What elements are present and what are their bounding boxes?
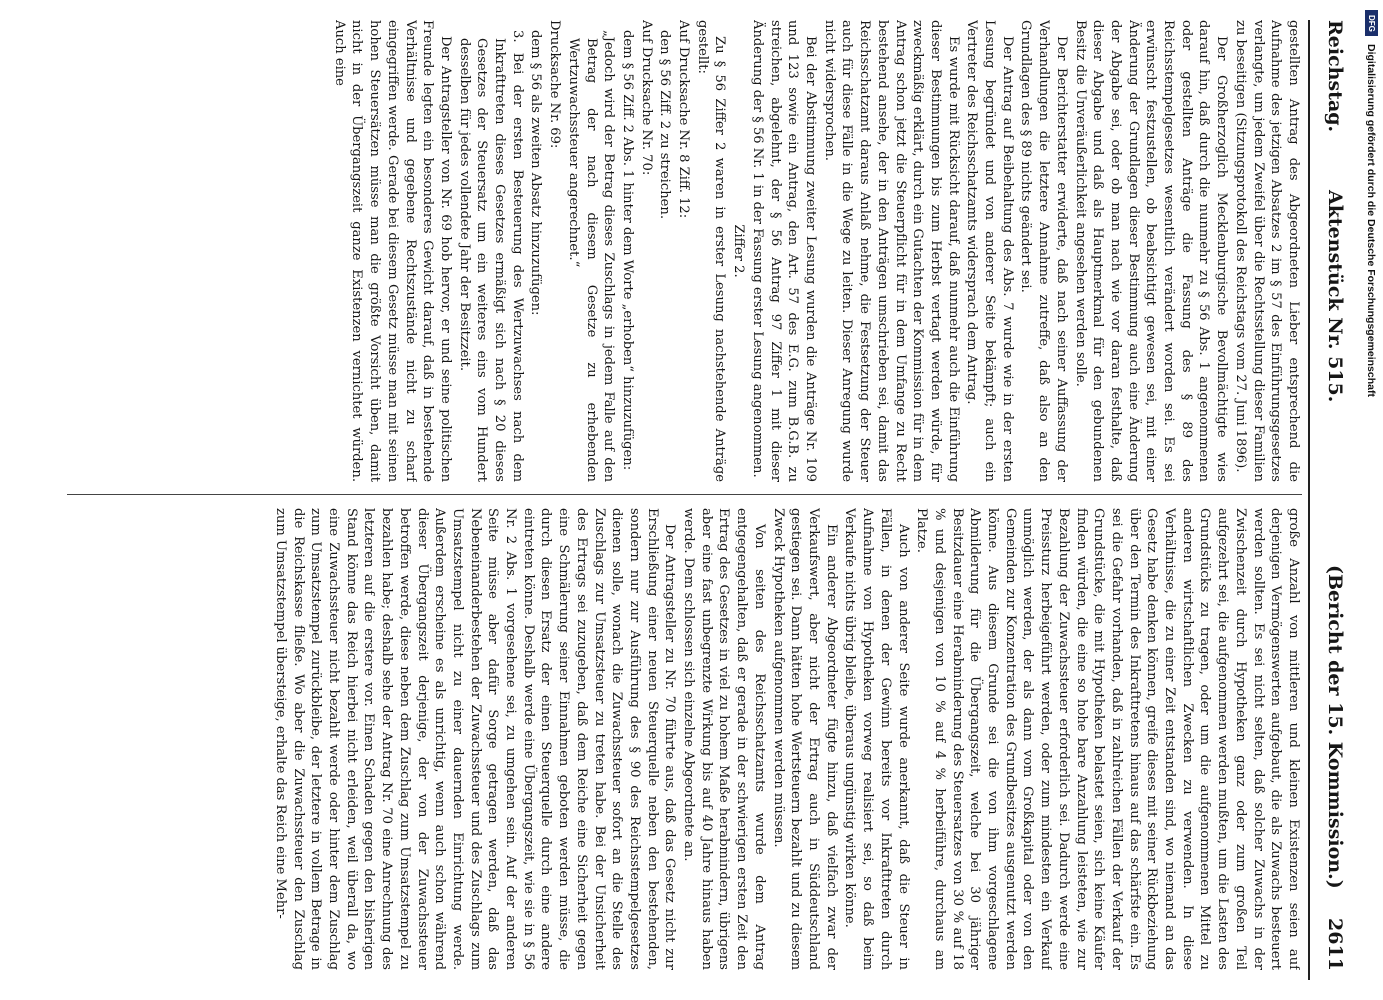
paragraph: Bei der Abstimmung zweiter Lesung wurden die Anträge Nr. 109 und 123 sowie ein Antrag, den Art. 57 des E.G. zum B.G.B. zu streichen, abgelehnt, der § 56 Antrag 97 Ziffer 1 mit dieser Änderung der § 56 Nr. 1 in der Fassung erster Lesung angenommen.: [749, 20, 819, 482]
motion-quote: 3. Bei der ersten Besteuerung des Wertzuwachses nach dem Inkrafttreten dieses Gesetzes ermäßigt sich nach § 20 dieses Gesetzes der Steuersatz um ein weiteres eins vom Hundert desselben für jedes vollendete Jahr der Besitzzeit.: [456, 30, 525, 482]
header-report-title: (Bericht der 15. Kommission.): [1324, 565, 1346, 889]
page-number: 2611: [1324, 918, 1346, 971]
motion-text: dem § 56 als zweiten Absatz hinzuzufügen:: [528, 30, 544, 316]
left-column: [62, 20, 1302, 482]
digitization-note: Digitalisierung gefördert durch die Deutsche Forschungsgemeinschaft: [1365, 44, 1377, 397]
paragraph: Der Berichterstatter erwiderte, daß nach seiner Auffassung der Verhandlungen die letztere Annahme zutreffe, daß also an den Grundlagen des § 89 nichts geändert sei.: [1018, 20, 1069, 482]
header-rule: [1308, 20, 1310, 980]
right-column: [62, 508, 1302, 970]
motion-label: Drucksache Nr. 69:: [547, 20, 563, 149]
dfg-logo: DFG: [1365, 10, 1378, 36]
rotated-page-content: [62, 20, 1352, 980]
paragraph: Zu § 56 Ziffer 2 waren in erster Lesung nachstehende Anträge gestellt:: [694, 20, 728, 482]
paragraph: große Anzahl von mittleren und kleinen Existenzen seien auf derjenigen Vermögenswerten aufgebaut, die als Zuwachs besteuert werden sollten. Es sei nicht selten, daß solcher Zuwachs in der Zwischenzeit durch Hypotheken ganz oder zum großen Teil aufgezehrt sei, die aufgenommen werden mußten, um die Lasten des Grundstücks zu tragen, oder um die aufgenommenen Mittel zu anderen wirtschaftlichen Zwecken zu verwenden. In diese Verhältnisse, die zu einer Zeit entstanden sind, wo niemand an das Gesetz habe denken können, greife dieses mit seiner Rückbeziehung über den Termin des Inkrafttretens hinaus auf das schärfste ein. Es sei die Gefahr vorhanden, daß in zahlreichen Fällen der Verkauf der Grundstücke, die mit Hypotheken belastet seien, sich keine Käufer finden würden, die eine so hohe bare Anzahlung leisteten, wie zur Bezahlung der Zuwachssteuer erforderlich sei. Dadurch werde eine Preissturz herbeigeführt werden, oder zum mindesten ein Verkauf unmöglich werden, der als dann vom Großkapital oder von den Gemeinden zur Konzentration des Grundbesitzes ausgenutzt werden könne. Aus diesem Grunde sei die von ihm vorgeschlagene Abmilderung für die Übergangszeit, welche bei 30 jähriger Besitzdauer eine Herabminderung des Steuersatzes von 30 % auf 18 % und desjenigen von 10 % auf 4 % herbeiführe, durchaus am Platze.: [914, 508, 1301, 970]
paragraph: Ein anderer Abgeordneter fügte hinzu, daß vielfach zwar der Verkaufswert, aber nicht der Ertrag auch in Süddeutschland gestiegen sei. Dann hätten hohe Wertsteuern bezahlt und zu diesem Zweck Hypotheken aufgenommen werden müssen.: [770, 508, 839, 970]
motion-text: den § 56 Ziff. 2 zu streichen.: [657, 30, 673, 219]
paragraph: Der Antrag auf Beibehaltung des Abs. 7 wurde wie in der ersten Lesung begründet und von anderer Seite bekämpft; auch ein Vertreter des Reichsschatzamts widersprach dem Antrag.: [964, 20, 1015, 482]
motion-label: Auf Drucksache Nr. 8 Ziff. 12:: [676, 20, 692, 219]
header-left: Reichstag.: [1324, 20, 1346, 133]
motion-label: Auf Drucksache Nr. 70:: [638, 20, 654, 176]
column-separator: [67, 494, 1302, 495]
motion-quote: „Jedoch wird der Betrag dieses Zuschlags in jedem Falle auf den Betrag der nach diesem Gesetze zu erhebenden Wertzuwachssteuer angerechnet.“: [565, 30, 617, 482]
paragraph: Es wurde mit Rücksicht darauf, daß nunmehr auch die Einführung dieser Bestimmungen bis zum Herbst vertagt werden würde, für zweckmäßig erklärt, durch ein Gutachten der Kommission für in dem Antrag schon jetzt die Steuerpflicht für in dem Umfange zu Recht bestehend ansehe, der in den Anträgen umschrieben sei, damit das Reichsschatzamt daraus Anlaß nehme, die Festsetzung der Steuer auch für diese Fälle in die Wege zu leiten. Dieser Anregung wurde nicht widersprochen.: [821, 20, 961, 482]
section-heading: Ziffer 2.: [731, 224, 747, 278]
motion-text: dem § 56 Ziff. 2 Abs. 1 hinter dem Worte „erhoben“ hinzuzufügen:: [619, 30, 635, 471]
page-header: [1310, 20, 1346, 980]
paragraph: Von seiten des Reichsschatzamts wurde dem Antrag entgegengehalten, daß er gerade in der schwierigen ersten Zeit den Ertrag des Gesetzes in viel zu hohem Maße herabmindern, übrigens aber eine fast unbegrenzte Wirkung bis auf 40 Jahre hinaus haben werde. Dem schlossen sich einzelne Abgeordnete an.: [681, 508, 767, 970]
paragraph: Der Großherzoglich Mecklenburgische Bevollmächtigte wies darauf hin, daß durch die nunmehr zu § 56 Abs. 1 angenommenen oder gestellten Anträge die Fassung des § 89 des Reichsstempelgesetzes wesentlich verändert worden sei. Es sei erwünscht festzustellen, ob beabsichtigt gewesen sei, mit einer Änderung der Grundlagen dieser Bestimmung auch eine Änderung der Abgabe sei, oder ob man nach wie vor daran festhalte, daß dieser Abgabe und daß als Hauptmerkmal für den gebundenen Besitz die Unveräußerlichkeit angesehen werden solle.: [1072, 20, 1230, 482]
paragraph: Auch von anderer Seite wurde anerkannt, daß die Steuer in Fällen, in denen der Gewinn bereits vor Inkrafttreten durch Aufnahme von Hypotheken vorweg realisiert sei, so daß beim Verkaufe nichts übrig bleibe, überaus ungünstig wirken könne.: [842, 508, 911, 970]
header-document-number: Aktenstück Nr. 515.: [1324, 190, 1346, 403]
paragraph: Der Antragsteller von Nr. 69 hob hervor, er und seine politischen Freunde legten ein besonderes Gewicht darauf, daß in bestehende Verhältnisse und gegebene Rechtszustände nicht zu scharf eingegriffen werde. Gerade bei diesem Gesetz müsse man mit seinen hohen Steuersätzen müsse man die größte Vorsicht üben, damit nicht in der Übergangszeit ganze Existenzen vernichtet würden. Auch eine: [331, 20, 453, 482]
paragraph: gestellten Antrag des Abgeordneten Lieber entsprechend die Aufnahme des jetzigen Absatzes 2 im § 57 des Einführungsgesetzes verlangte, um jedem Zweifel über die Rechtsstellung dieser Familien zu beseitigen (Sitzungsprotokoll des Reichstags vom 27. Juni 1896).: [1232, 20, 1301, 482]
paragraph: Der Antragsteller zu Nr. 70 führte aus, daß das Gesetz nicht zur Erschließung einer neuen Steuerquelle neben den bestehenden, sondern nur zur Ausführung des § 90 des Reichsstempelgesetzes dienen solle, wonach die Zuwachssteuer sofort an die Stelle des Zuschlags zur Umsatzsteuer zu treten habe. Bei der Unsicherheit des Ertrags sei zuzugeben, daß dem Reiche eine Sicherheit gegen eine Schmälerung seiner Einnahmen geboten werden müsse, die durch diesen Ersatz der einen Steuerquelle durch eine andere eintreten könne. Deshalb werde eine Übergangszeit, wie sie in § 56 Nr. 2 Abs. 1 vorgesehene sei, zu umgehen sein. Auf der anderen Seite müsse aber dafür Sorge getragen werden, daß das Nebeneinanderbestehen der Zuwachssteuer und des Zuschlags zum Umsatzstempel nicht zu einer dauernden Einrichtung werde. Außerdem erscheine es als unrichtig, wenn auch schon während dieser Übergangszeit derjenige, der von der Zuwachssteuer betroffen werde, diese neben dem Zuschlag zum Umsatzstempel zu bezahlen habe; deshalb sehe der Antrag Nr. 70 eine Anrechnung des letzteren auf die erstere vor. Einen Schaden gegen den bisherigen Stand könne das Reich hierbei nicht erleiden, weil überall da, wo eine Zuwachssteuer nicht bezahlt werde oder hinter dem Zuschlag zum Umsatzstempel zurückbleibe, der letztere in vollem Betrage in die Reichskasse fließe. Wo aber die Zuwachssteuer den Zuschlag zum Umsatzstempel übersteige, erhalte das Reich eine Mehr-: [272, 508, 678, 970]
